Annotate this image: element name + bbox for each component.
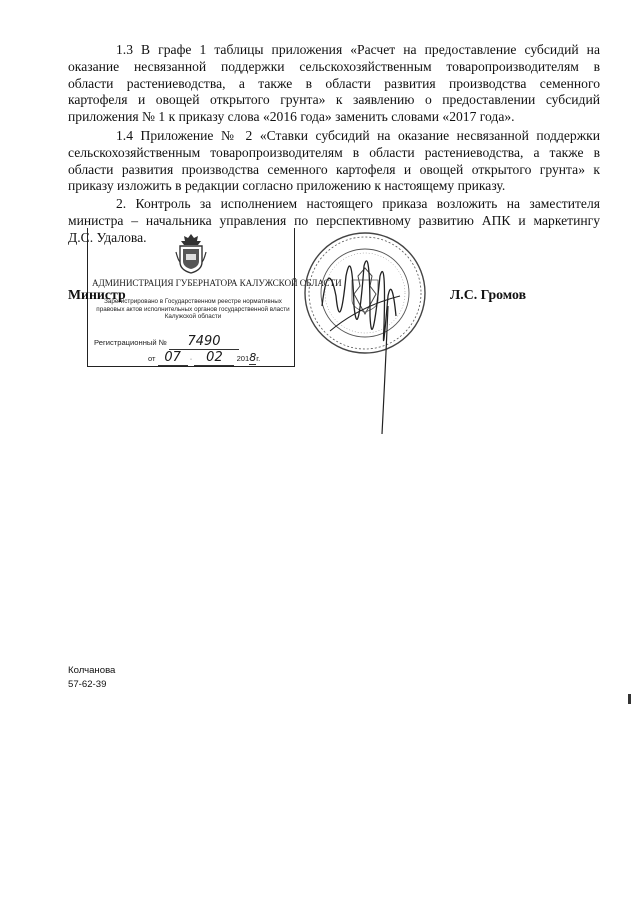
date-day: 07 xyxy=(158,350,188,366)
paragraph-line: области развития производства семенного картофеля и овощей открытого грунта» к xyxy=(68,161,600,177)
signature-position-label: Министр xyxy=(68,287,126,302)
registration-date: от 07 · 02 2018г. xyxy=(148,350,261,365)
date-month: 02 xyxy=(194,350,234,366)
coat-of-arms-icon xyxy=(174,232,208,274)
date-prefix: от xyxy=(148,354,156,363)
paragraph-line: оказание несвязанной поддержки сельскохозяйственным товаропроизводителям в xyxy=(68,58,600,74)
paragraph-line: министра – начальника управления по перспективному развитию АПК и маркетингу xyxy=(68,212,600,228)
date-year-prefix: 201 xyxy=(236,354,250,363)
executor-name: Колчанова xyxy=(68,665,116,676)
registration-number-value: 7490 xyxy=(169,334,239,350)
paragraph-line: 1.4 Приложение № 2 «Ставки субсидий на оказание несвязанной поддержки xyxy=(116,128,600,143)
registration-number-label: Регистрационный № xyxy=(94,338,167,347)
date-suffix: г. xyxy=(256,354,261,363)
paragraph-line: Д.С. Удалова. xyxy=(68,229,147,245)
handwritten-signature xyxy=(300,236,440,436)
stamp-description: Зарегистрировано в Государственном реестре нормативных правовых актов исполнительных органов государственной власти Калужской области xyxy=(96,298,290,321)
margin-mark xyxy=(628,694,631,704)
paragraph-line: 1.3 В графе 1 таблицы приложения «Расчет на предоставление субсидий на xyxy=(116,42,600,57)
registration-number xyxy=(94,334,239,350)
stamp-title: АДМИНИСТРАЦИЯ ГУБЕРНАТОРА КАЛУЖСКОЙ ОБЛАСТИ xyxy=(92,278,342,288)
paragraph-line: приказу изложить в редакции согласно приложению к настоящему приказу. xyxy=(68,178,506,194)
paragraph-1-4 xyxy=(68,128,600,195)
date-year-digit: 8 xyxy=(249,351,257,364)
paragraph-line: картофеля и овощей открытого грунта» к заявлению о предоставлении субсидий xyxy=(68,92,600,108)
executor-info xyxy=(68,664,115,692)
paragraph-line: области растениеводства, а также в области развития производства семенного xyxy=(68,75,600,91)
paragraph-line: 2. Контроль за исполнением настоящего приказа возложить на заместителя xyxy=(116,196,600,211)
executor-phone: 57-62-39 xyxy=(68,679,107,690)
paragraph-1-3 xyxy=(68,42,600,126)
paragraph-line: приложения № 1 к приказу слова «2016 года» заменить словами «2017 года». xyxy=(68,109,515,125)
paragraph-line: сельскохозяйственным товаропроизводителям в области растениеводства, а также в xyxy=(68,144,600,160)
signer-name: Л.С. Громов xyxy=(450,287,527,302)
